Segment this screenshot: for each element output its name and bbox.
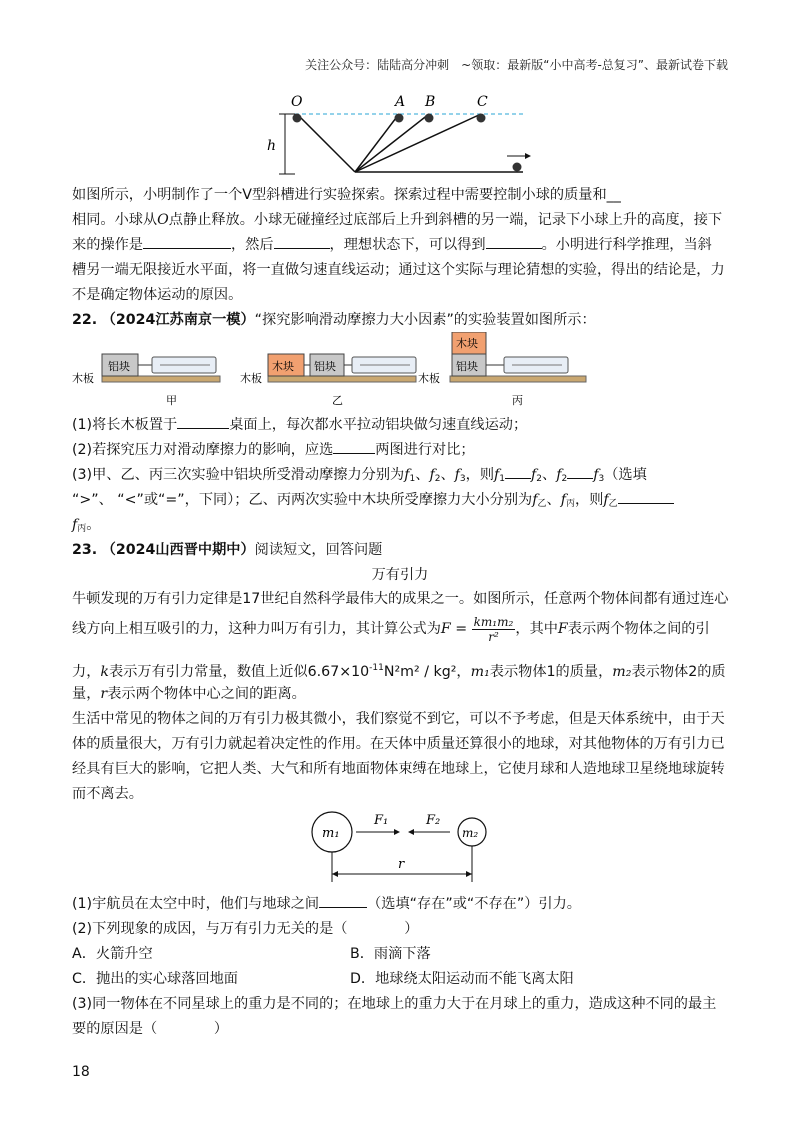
blank[interactable] <box>505 464 531 479</box>
page-header: 关注公众号：陆陆高分冲刺 ~领取：最新版“小中高考-总复习”、最新试卷下载 <box>305 58 728 72</box>
option-d[interactable]: D．地球绕太阳运动而不能飞离太阳 <box>350 971 574 987</box>
gravity-formula: $\frac{\text{km₁m₂}}{\text{r²}}$ <box>473 614 514 644</box>
friction-apparatus-figure <box>72 332 732 410</box>
q21-line5: 不是确定物体运动的原因。 <box>72 287 243 303</box>
label-r: r <box>398 857 405 872</box>
wood-block-label: 木块 <box>456 337 478 350</box>
al-block-label: 铝块 <box>314 360 336 373</box>
blank[interactable] <box>333 439 375 454</box>
q23-p1-line1: 牛顿发现的万有引力定律是17世纪自然科学最伟大的成果之一。如图所示，任意两个物体间都有通过连心 <box>72 591 729 607</box>
blank[interactable] <box>143 234 231 249</box>
label-o: O <box>291 94 303 110</box>
blank[interactable] <box>567 464 593 479</box>
page-number: 18 <box>72 1064 90 1080</box>
label-b: B <box>425 94 436 110</box>
q21-line2: 相同。小球从O点静止释放。小球无碰撞经过底部后上升到斜槽的另一端，记录下小球上升的高度，接下 <box>72 212 723 228</box>
two-mass-figure <box>300 808 510 888</box>
v-groove-figure <box>255 92 535 176</box>
q22-title: 22. （2024江苏南京一模）“探究影响滑动摩擦力大小因素”的实验装置如图所示： <box>72 312 596 328</box>
q23-p1-line2: 线方向上相互吸引的力，这种力叫万有引力，其计算公式为F = $\frac{\text{km₁m₂}}{\text{r²}}$ ，其中F表示两个物体之间的引 <box>72 614 710 644</box>
q23-title: 23. （2024山西晋中期中）阅读短文，回答问题 <box>72 542 383 558</box>
q23-s2: (2)下列现象的成因，与万有引力无关的是（ ） <box>72 921 419 937</box>
board-label: 木板 <box>72 372 94 385</box>
label-yi: 乙 <box>332 394 343 407</box>
label-a: A <box>395 94 406 110</box>
q23-p2-line3: 经具有巨大的影响，它把人类、大气和所有地面物体束缚在地球上，它使月球和人造地球卫星绕地球旋转 <box>72 761 725 777</box>
q23-p2-line4: 而不离去。 <box>72 786 143 802</box>
q23-p2-line1: 生活中常见的物体之间的万有引力极其微小，我们察觉不到它，可以不予考虑，但是天体系统中，由于天 <box>72 711 725 727</box>
blank[interactable] <box>618 489 674 504</box>
al-block-label: 铝块 <box>456 360 478 373</box>
board-label: 木板 <box>418 372 440 385</box>
blank[interactable] <box>177 414 229 429</box>
label-bing: 丙 <box>512 394 523 407</box>
blank[interactable] <box>486 234 542 249</box>
label-jia: 甲 <box>166 394 177 407</box>
q21-line3: 来的操作是 ，然后 ，理想状态下，可以得到 。小明进行科学推理，当斜 <box>72 234 712 256</box>
q21-line1: 如图所示，小明制作了一个V型斜槽进行实验探索。探索过程中需要控制小球的质量和__ <box>72 187 621 203</box>
option-b[interactable]: B．雨滴下落 <box>350 946 431 962</box>
blank[interactable] <box>319 893 367 908</box>
label-m1: m₁ <box>322 826 340 841</box>
q22-s3: (3)甲、乙、丙三次实验中铝块所受滑动摩擦力分别为$f_1$、$f_2$、$f_3$，则$f_1$ $f_2$、$f_2$ $f_3$（选填 <box>72 464 647 490</box>
q23-s3-cont: 要的原因是（ ） <box>72 1021 229 1037</box>
q22-s3-cont: “>”、 “<”或“=”，下同）；乙、丙两次实验中木块所受摩擦力大小分别为$f_乙$、$f_丙$，则$f_乙$ <box>72 489 674 515</box>
board-label: 木板 <box>240 372 262 385</box>
al-block-label: 铝块 <box>108 360 130 373</box>
label-m2: m₂ <box>462 826 479 840</box>
q22-s3-end: $f_丙$。 <box>72 517 101 534</box>
label-f2: F₂ <box>426 813 441 828</box>
q22-s2: (2)若探究压力对滑动摩擦力的影响，应选 两图进行对比； <box>72 439 475 461</box>
label-f1: F₁ <box>374 813 389 828</box>
q23-s1: (1)宇航员在太空中时，他们与地球之间 （选填“存在”或“不存在”）引力。 <box>72 893 581 915</box>
q22-s1: (1)将长木板置于 桌面上，每次都水平拉动铝块做匀速直线运动； <box>72 414 527 436</box>
q21-line4: 槽另一端无限接近水平面，将一直做匀速直线运动；通过这个实际与理论猜想的实验，得出的结论是，力 <box>72 262 725 278</box>
q23-p1-line4: 量，r表示两个物体中心之间的距离。 <box>72 686 306 702</box>
label-c: C <box>477 94 488 110</box>
q23-p2-line2: 体的质量很大，万有引力就起着决定性的作用。在天体中质量还算很小的地球，对其他物体的万有引力已 <box>72 736 725 752</box>
option-a[interactable]: A．火箭升空 <box>72 946 153 962</box>
option-c[interactable]: C．抛出的实心球落回地面 <box>72 971 238 987</box>
article-heading: 万有引力 <box>371 567 429 583</box>
label-h: h <box>267 138 277 154</box>
q23-p1-line3: 力，k表示万有引力常量，数值上近似$6.67\times 10^{-11}N^2m^2 / kg^2$，m₁表示物体1的质量，m₂表示物体2的质 <box>72 663 726 680</box>
wood-block-label: 木块 <box>272 360 294 373</box>
q23-s3: (3)同一物体在不同星球上的重力是不同的；在地球上的重力大于在月球上的重力，造成这种不同的最主 <box>72 996 717 1012</box>
blank[interactable] <box>274 234 330 249</box>
